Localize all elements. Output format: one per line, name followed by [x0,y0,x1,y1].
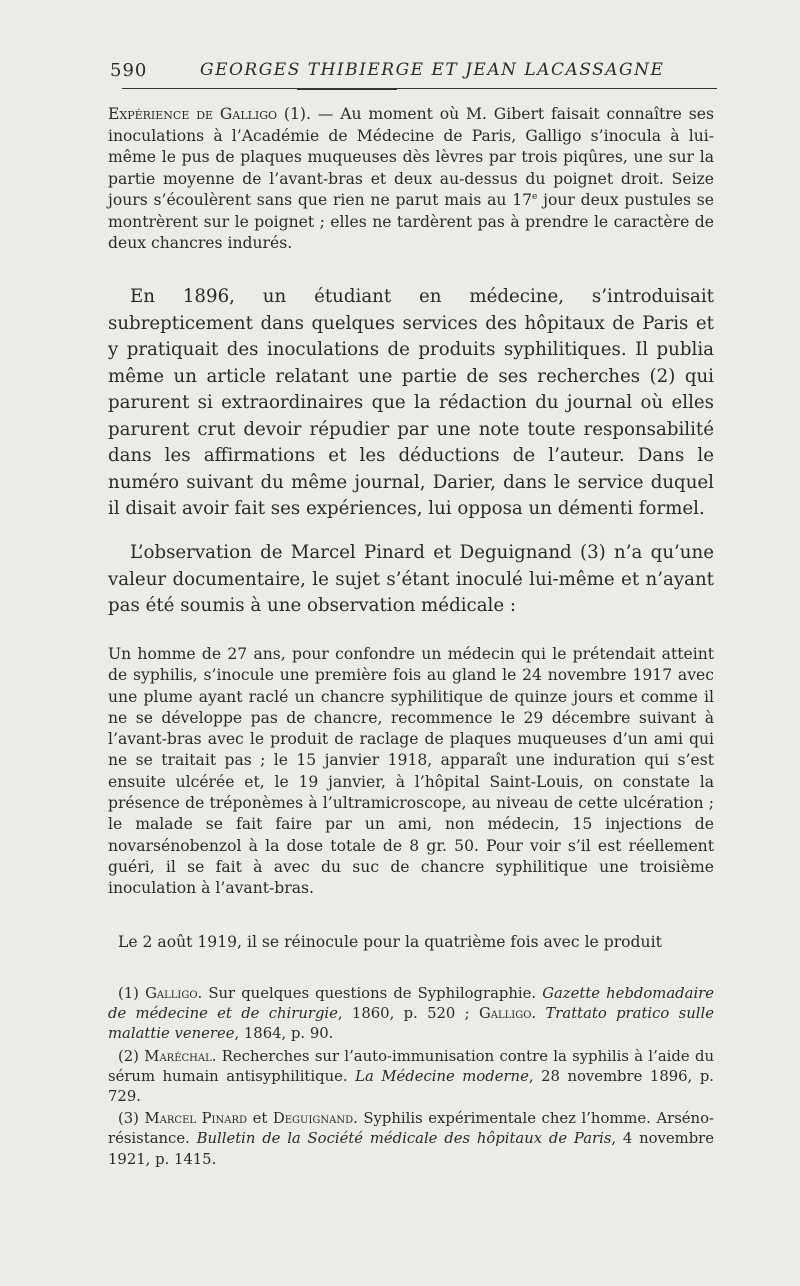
superscript: e [532,191,538,202]
experience-paragraph [108,104,714,255]
footnote-text: . Recherches sur l’auto-immunisation contre la syphilis à l’aide du sérum humain antisyphilitique. [108,1047,714,1085]
footnote-journal: La Médecine moderne [355,1067,529,1085]
footnote-text: , 4 novembre 1921, p. 1415. [108,1130,714,1168]
footnote-text: , 28 novembre 1896, p. 729. [108,1067,714,1106]
footnote-journal: Gazette hebdomadaire de médecine et de chirurgie [108,985,715,1023]
footnote-3 [108,1109,714,1170]
footnotes [108,984,714,1172]
footnote-author: Marcel Pinard [144,1110,248,1128]
footnote-text: . [531,1005,546,1023]
footnote-marker: (1) [118,985,146,1002]
header-rule [397,88,717,89]
page-header [108,52,714,82]
footnote-journal: Trattato pratico sulle malattie veneree [108,1005,714,1043]
footnote-author: Maréchal [144,1047,212,1065]
experience-heading: Expérience de Galligo (1). [108,105,311,123]
experience-text: — Au moment où M. Gibert faisait connaître ses inoculations à l’Académie de Médecine de Paris, Galligo s’inocula à lui-même le pus de plaques muqueuses dès lèvres par trois piqûres, une sur la partie moyenne de l’avant-bras et deux au-dessus du poignet droit. Seize jours s’écoulèrent sans que rien ne parut mais au 17 [108,105,714,209]
footnote-text: . Syphilis expérimentale chez l’homme. Arséno-résistance. [108,1110,714,1148]
footnote-marker: (3) [118,1110,145,1128]
paragraph-pinard: L’observation de Marcel Pinard et Deguignand (3) n’a qu’une valeur documentaire, le sujet s’étant inoculé lui-même et n’ayant pas été soumis à une observation médicale : [108,542,714,616]
experience-text-after: jour deux pustules se montrèrent sur le poignet ; elles ne tardèrent pas à prendre le caractère de deux chancres indurés. [108,191,714,252]
footnote-2 [108,1047,714,1108]
footnote-text: , 1864, p. 90. [234,1025,334,1043]
footnote-journal: Bulletin de la Société médicale des hôpitaux de Paris [196,1130,612,1148]
observation-quote: Un homme de 27 ans, pour confondre un médecin qui le prétendait atteint de syphilis, s’inocule une première fois au gland le 24 novembre 1917 avec une plume ayant raclé un chancre syphilitique de quinze jours et comme il ne se développe pas de chancre, recommence le 29 décembre suivant à l’avant-bras avec le produit de raclage de plaques muqueuses d’un ami qui ne se traitait pas ; le 15 janvier 1918, apparaît une induration qui s’est ensuite ulcérée et, le 19 janvier, à l’hôpital Saint-Louis, on constate la présence de tréponèmes à l’ultramicroscope, au niveau de cette ulcération ; le malade se fait faire par un ami, non médecin, 15 injections de novarsénobenzol à la dose totale de 8 gr. 50. Pour voir s’il est réellement guéri, il se fait à avec du suc de chancre syphilitique une troisième inoculation à l’avant-bras. [108,645,714,898]
footnote-text: et [247,1110,273,1128]
footnote-author: Galligo [478,1005,532,1023]
header-rule [297,88,397,90]
footnote-author: Deguignand [272,1110,354,1128]
footnote-1 [108,984,714,1045]
running-title: GEORGES THIBIERGE ET JEAN LACASSAGNE [200,60,665,80]
footnote-marker: (2) [118,1047,145,1065]
footnote-text: , 1860, p. 520 ; [337,1005,479,1023]
observation-quote-continued: Le 2 août 1919, il se réinocule pour la quatrième fois avec le produit [118,933,662,951]
paragraph-1896: En 1896, un étudiant en médecine, s’introduisait subrepticement dans quelques services des hôpitaux de Paris et y pratiquait des inoculations de produits syphilitiques. Il publia même un article relatant une partie de ses recherches (2) qui parurent si extraordinaires que la rédaction du journal où elles parurent crut devoir répudier par une note toute responsabilité dans les affirmations et les déductions de l’auteur. Dans le numéro suivant du même journal, Darier, dans le service duquel il disait avoir fait ses expériences, lui opposa un démenti formel. [108,286,714,519]
page-number: 590 [110,60,148,81]
header-rule [122,88,297,89]
footnote-author: Galligo [145,985,198,1002]
page [108,52,715,1168]
footnote-text: . Sur quelques questions de Syphilographie. [197,985,543,1002]
